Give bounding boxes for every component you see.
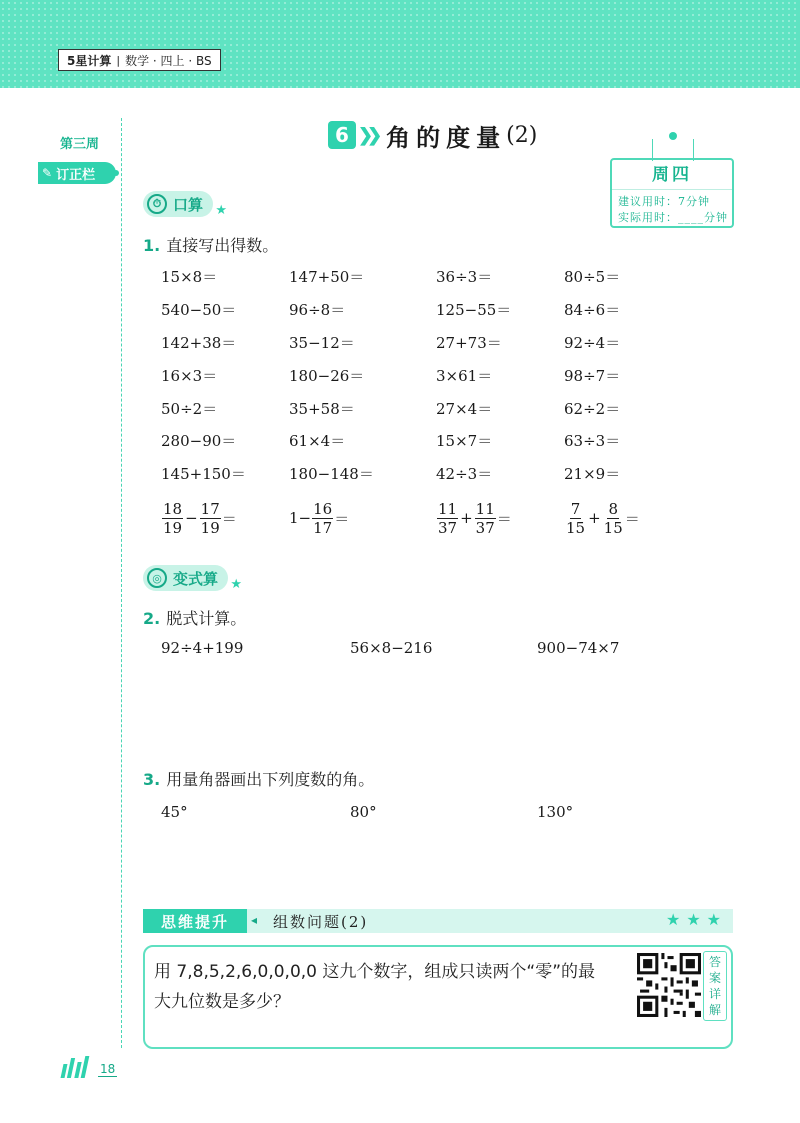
series-separator: |	[116, 53, 121, 67]
correction-tag	[38, 162, 116, 184]
problem-cell: 180−148＝	[289, 465, 374, 483]
series-subtitle: 数学 · 四上 · BS	[125, 53, 212, 68]
fraction-problem	[289, 495, 349, 541]
equals-sign: ＝	[624, 509, 640, 528]
books-icon	[62, 1056, 90, 1078]
numerator: 11	[475, 499, 495, 518]
problem-cell: 61×4＝	[289, 432, 346, 450]
lesson-title	[328, 119, 537, 151]
stopwatch-icon: ⏱	[147, 194, 167, 214]
denominator: 19	[163, 518, 183, 537]
series-tag	[58, 49, 221, 71]
numerator: 11	[438, 499, 458, 518]
problem-cell: 180−26＝	[289, 367, 365, 385]
qr-code-icon[interactable]	[637, 953, 701, 1017]
page-number: 18	[100, 1062, 116, 1076]
question-2-number: 2.	[143, 609, 161, 628]
section-variant	[143, 565, 243, 592]
numerator: 8	[608, 499, 618, 518]
week-label: 第三周	[60, 137, 100, 152]
thinking-label: 思维提升	[143, 909, 247, 933]
problem-cell: 147+50＝	[289, 268, 365, 286]
numerator: 17	[200, 499, 220, 518]
section-oral-label: 口算	[173, 195, 204, 214]
problem-cell: 15×8＝	[161, 268, 218, 286]
thinking-topic: 组数问题(2)	[273, 913, 369, 931]
table-row	[161, 263, 681, 291]
header-band	[0, 0, 800, 88]
question-1-text: 直接写出得数。	[166, 236, 279, 255]
card-hanger	[652, 139, 694, 161]
operator: +	[460, 509, 473, 527]
lesson-number: 6	[328, 121, 356, 149]
answer-detail-tag[interactable]: 答案详解	[703, 951, 727, 1021]
numerator: 18	[163, 499, 183, 518]
denominator: 17	[313, 518, 333, 537]
section-oral	[143, 191, 228, 218]
table-row	[161, 296, 681, 324]
numerator: 7	[570, 499, 581, 518]
problem-cell: 540−50＝	[161, 301, 237, 319]
day-card	[610, 158, 734, 228]
actual-time: 实际用时：____分钟	[618, 211, 728, 224]
denominator: 37	[475, 518, 495, 537]
fraction-problem	[161, 495, 237, 541]
problem-cell: 63÷3＝	[564, 432, 621, 450]
problem-cell: 21×9＝	[564, 465, 621, 483]
section-variant-label: 变式算	[173, 569, 219, 588]
problem-text	[154, 957, 634, 1017]
equals-sign: ＝	[496, 509, 512, 528]
problem-cell: 3×61＝	[436, 367, 493, 385]
operator: −	[185, 509, 198, 527]
problem-cell: 280−90＝	[161, 432, 237, 450]
problem-cell: 125−55＝	[436, 301, 512, 319]
fraction	[437, 500, 458, 537]
fraction	[312, 500, 333, 537]
lesson-name: 角的度量	[386, 123, 507, 152]
problem-line: 大九位数是多少？	[154, 992, 290, 1012]
denominator: 15	[603, 518, 623, 537]
problem-cell: 98÷7＝	[564, 367, 621, 385]
chevron-right-icon: ❯❯	[358, 124, 377, 146]
tag-dot	[113, 170, 119, 176]
problem-cell: 36÷3＝	[436, 268, 493, 286]
expression-item: 56×8−216	[350, 639, 433, 657]
denominator: 37	[438, 518, 458, 537]
target-icon: ◎	[147, 568, 167, 588]
problem-cell: 62÷2＝	[564, 400, 621, 418]
equals-sign: ＝	[334, 509, 350, 528]
table-row	[161, 329, 681, 357]
series-brand: 5星计算	[67, 53, 112, 68]
table-row	[161, 427, 681, 455]
angle-item: 80°	[350, 803, 377, 821]
problem-cell: 96÷8＝	[289, 301, 346, 319]
equals-sign: ＝	[221, 509, 237, 528]
fraction	[475, 500, 496, 537]
margin-rule	[121, 118, 122, 1048]
suggested-time: 建议用时：7分钟	[618, 195, 710, 208]
fraction	[565, 500, 586, 537]
angle-item: 45°	[161, 803, 188, 821]
problem-line: 用 7,8,5,2,6,0,0,0,0 这九个数字，组成只读两个“零”的最	[154, 962, 595, 982]
table-row	[161, 362, 681, 390]
challenge-problem	[143, 945, 733, 1049]
denominator: 19	[200, 518, 220, 537]
fraction-problem	[436, 495, 512, 541]
day-label: 周四	[612, 162, 732, 190]
problem-cell: 35+58＝	[289, 400, 355, 418]
problem-cell: 42÷3＝	[436, 465, 493, 483]
problem-cell: 50÷2＝	[161, 400, 218, 418]
problem-cell: 92÷4＝	[564, 334, 621, 352]
lesson-suffix: (2)	[506, 122, 538, 148]
question-1-title	[143, 233, 278, 256]
fraction	[603, 500, 624, 537]
numerator: 16	[313, 499, 333, 518]
question-3-text: 用量角器画出下列度数的角。	[166, 770, 375, 789]
problem-cell: 35−12＝	[289, 334, 355, 352]
question-3-number: 3.	[143, 770, 161, 789]
rating-stars: ★★★	[665, 910, 727, 929]
correction-label: 订正栏	[56, 167, 96, 183]
operator: +	[588, 509, 601, 527]
angle-item: 130°	[537, 803, 574, 821]
pencil-icon: ✎	[42, 166, 53, 180]
problem-cell: 80÷5＝	[564, 268, 621, 286]
problem-cell: 27+73＝	[436, 334, 502, 352]
fraction	[200, 500, 221, 537]
operand: 1−	[289, 509, 312, 527]
table-row	[161, 460, 681, 488]
question-3-title	[143, 767, 374, 790]
arrow-left-icon: ◂	[251, 913, 258, 927]
fraction-problem	[564, 495, 640, 541]
problem-cell: 142+38＝	[161, 334, 237, 352]
thinking-bar	[143, 909, 733, 933]
question-2-text: 脱式计算。	[166, 609, 247, 628]
problem-cell: 84÷6＝	[564, 301, 621, 319]
pin-icon	[669, 132, 677, 140]
question-1-number: 1.	[143, 236, 161, 255]
star-icon: ★	[215, 203, 228, 218]
denominator: 15	[566, 518, 586, 537]
problem-cell: 145+150＝	[161, 465, 246, 483]
star-icon: ★	[230, 577, 243, 592]
problem-cell: 15×7＝	[436, 432, 493, 450]
problem-cell: 27×4＝	[436, 400, 493, 418]
expression-item: 900−74×7	[537, 639, 620, 657]
problem-cell: 16×3＝	[161, 367, 218, 385]
expression-item: 92÷4+199	[161, 639, 244, 657]
table-row	[161, 395, 681, 423]
question-2-title	[143, 606, 246, 629]
fraction	[162, 500, 183, 537]
